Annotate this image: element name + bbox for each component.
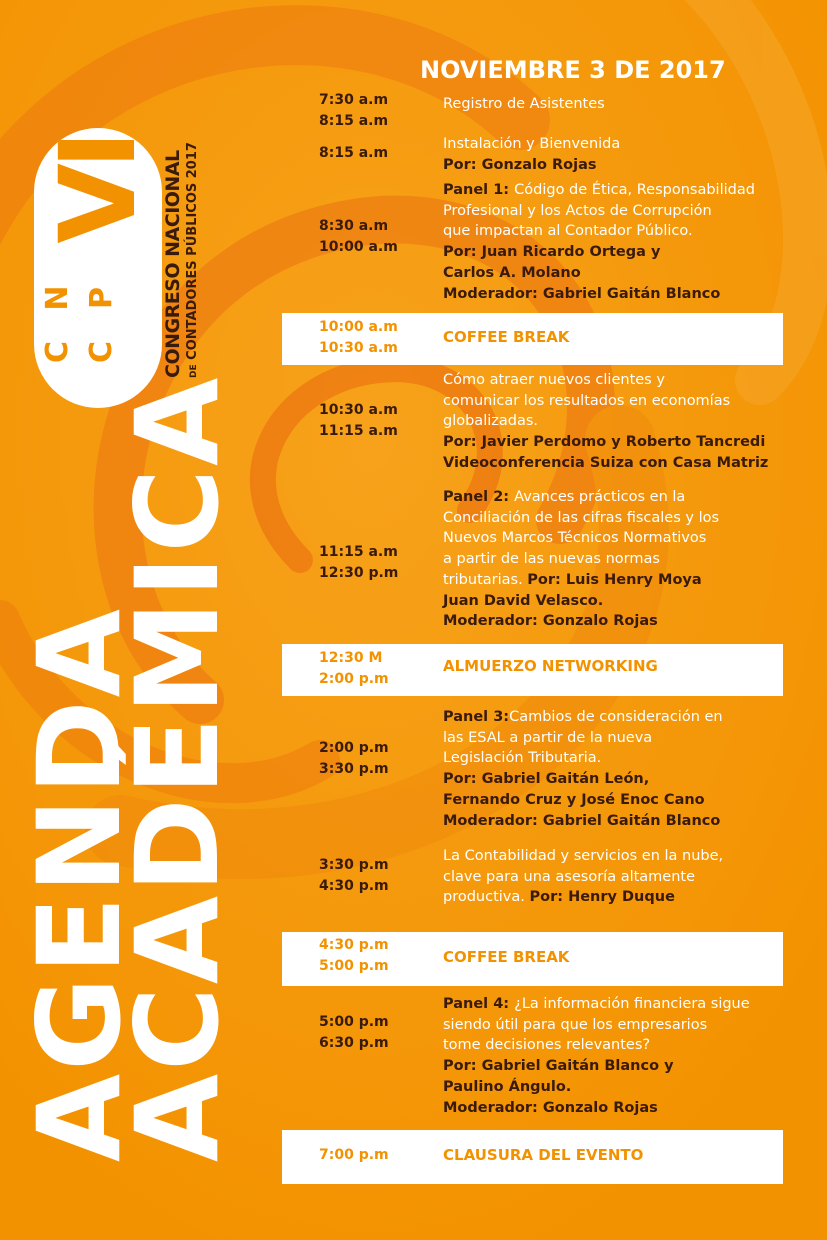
session-time: [319, 738, 439, 780]
session-time: [319, 90, 439, 132]
speaker-text: Por: Juan Ricardo Ortega y: [443, 244, 661, 261]
speaker-text: Moderador: Gonzalo Rojas: [443, 1099, 658, 1116]
topic-text: productiva.: [443, 889, 530, 906]
event-date: NOVIEMBRE 3 DE 2017: [420, 56, 726, 84]
start-time: 10:00 a.m: [319, 319, 398, 335]
description-line: [443, 728, 783, 749]
topic-text: Nuevos Marcos Técnicos Normativos: [443, 530, 707, 547]
speaker-text: Por: Gabriel Gaitán León,: [443, 771, 650, 788]
agenda-session-row: [282, 134, 783, 178]
session-time: [319, 648, 439, 690]
description-line: [443, 391, 783, 412]
start-time: 12:30 M: [319, 650, 383, 666]
agenda-break-row: [282, 932, 783, 986]
description-line: [443, 994, 783, 1015]
agenda-session-row: [282, 180, 783, 308]
description-line: [443, 887, 783, 908]
end-time: 11:15 a.m: [319, 423, 398, 439]
session-description: [443, 370, 783, 474]
end-time: 6:30 p.m: [319, 1035, 389, 1051]
topic-text: siendo útil para que los empresarios: [443, 1016, 708, 1033]
topic-text: que impactan al Contador Público.: [443, 223, 693, 240]
description-line: [443, 1035, 783, 1056]
description-line: [443, 528, 783, 549]
session-description: [443, 994, 783, 1118]
topic-text: clave para una asesoría altamente: [443, 868, 696, 885]
speaker-text: Panel 4:: [443, 996, 515, 1012]
description-line: [443, 867, 783, 888]
description-line: [443, 263, 783, 284]
session-time: [319, 216, 439, 258]
start-time: 5:00 p.m: [319, 1014, 389, 1030]
start-time: 2:00 p.m: [319, 740, 389, 756]
topic-text: comunicar los resultados en economías: [443, 392, 731, 409]
description-line: [443, 327, 783, 348]
session-time: [319, 400, 439, 442]
topic-text: tome decisiones relevantes?: [443, 1037, 651, 1054]
description-line: [443, 790, 783, 811]
title-academica: ACADÉMICA: [111, 374, 244, 1162]
description-line: [443, 134, 783, 155]
topic-text: las ESAL a partir de la nueva: [443, 729, 653, 746]
title-agenda: AGENDA: [13, 606, 146, 1162]
description-line: [443, 487, 783, 508]
description-line: [443, 1056, 783, 1077]
agenda-break-row: [282, 313, 783, 365]
description-line: [443, 1145, 783, 1166]
session-description: [443, 656, 783, 677]
session-time: [319, 143, 439, 164]
topic-text: a partir de las nuevas normas: [443, 551, 660, 568]
agenda-session-row: [282, 846, 783, 912]
speaker-text: Por: Henry Duque: [529, 889, 675, 906]
topic-text: tributarias.: [443, 571, 528, 588]
agenda-session-row: [282, 370, 783, 480]
session-description: [443, 1145, 783, 1166]
description-line: [443, 180, 783, 201]
description-line: [443, 284, 783, 305]
topic-text: CLAUSURA DEL EVENTO: [443, 1146, 644, 1164]
description-line: [443, 155, 783, 176]
description-line: [443, 370, 783, 391]
speaker-text: Videoconferencia Suiza con Casa Matriz: [443, 454, 769, 471]
speaker-text: Por: Gabriel Gaitán Blanco y: [443, 1058, 674, 1075]
speaker-text: Panel 2:: [443, 489, 515, 505]
end-time: 4:30 p.m: [319, 878, 389, 894]
start-time: 4:30 p.m: [319, 937, 389, 953]
description-line: [443, 769, 783, 790]
topic-text: Avances prácticos en la: [514, 489, 686, 505]
topic-text: Conciliación de las cifras fiscales y los: [443, 509, 720, 526]
topic-text: COFFEE BREAK: [443, 328, 570, 346]
description-line: [443, 201, 783, 222]
description-line: [443, 748, 783, 769]
speaker-text: Panel 3:: [443, 709, 510, 725]
description-line: [443, 242, 783, 263]
speaker-text: Moderador: Gabriel Gaitán Blanco: [443, 285, 721, 302]
session-time: [319, 1012, 439, 1054]
start-time: 8:30 a.m: [319, 218, 389, 234]
start-time: 7:30 a.m: [319, 92, 389, 108]
description-line: [443, 707, 783, 728]
end-time: 10:30 a.m: [319, 340, 398, 356]
end-time: 10:00 a.m: [319, 239, 398, 255]
end-time: 8:15 a.m: [319, 113, 389, 129]
session-time: [319, 317, 439, 359]
topic-text: COFFEE BREAK: [443, 948, 570, 966]
speaker-text: Paulino Ángulo.: [443, 1078, 572, 1095]
topic-text: La Contabilidad y servicios en la nube,: [443, 848, 724, 864]
topic-text: Profesional y los Actos de Corrupción: [443, 202, 712, 219]
session-description: [443, 487, 783, 632]
logo-letter-p: P: [84, 287, 119, 309]
session-description: [443, 180, 783, 304]
description-line: [443, 1015, 783, 1036]
agenda-session-row: [282, 707, 783, 835]
contadores-label: DE CONTADORES PÚBLICOS 2017: [185, 142, 200, 378]
start-time: 10:30 a.m: [319, 402, 398, 418]
speaker-text: Moderador: Gabriel Gaitán Blanco: [443, 812, 721, 829]
speaker-text: Carlos A. Molano: [443, 264, 581, 281]
topic-text: Legislación Tributaria.: [443, 750, 602, 767]
session-description: [443, 947, 783, 968]
description-line: [443, 1098, 783, 1119]
logo-letter-c1: C: [40, 340, 75, 364]
topic-text: Cómo atraer nuevos clientes y: [443, 372, 665, 388]
logo-letter-c2: C: [84, 340, 119, 364]
session-time: [319, 935, 439, 977]
start-time: 7:00 p.m: [319, 1147, 389, 1163]
description-line: [443, 221, 783, 242]
topic-text: Código de Ética, Responsabilidad: [514, 182, 755, 198]
speaker-text: Moderador: Gonzalo Rojas: [443, 613, 658, 630]
session-description: [443, 94, 783, 115]
speaker-text: Panel 1:: [443, 182, 515, 198]
description-line: [443, 947, 783, 968]
description-line: [443, 611, 783, 632]
topic-text: Instalación y Bienvenida: [443, 136, 621, 152]
topic-text: globalizadas.: [443, 413, 539, 430]
topic-text: Registro de Asistentes: [443, 96, 605, 112]
end-time: 12:30 p.m: [319, 565, 399, 581]
session-time: [319, 1145, 439, 1166]
speaker-text: Fernando Cruz y José Enoc Cano: [443, 791, 705, 808]
speaker-text: Por: Javier Perdomo y Roberto Tancredi: [443, 434, 766, 451]
description-line: [443, 1077, 783, 1098]
description-line: [443, 549, 783, 570]
end-time: 3:30 p.m: [319, 761, 389, 777]
speaker-text: Por: Luis Henry Moya: [527, 571, 702, 588]
agenda-session-row: [282, 86, 783, 128]
description-line: [443, 570, 783, 591]
session-time: [319, 855, 439, 897]
topic-text: ALMUERZO NETWORKING: [443, 657, 658, 675]
agenda-break-row: [282, 644, 783, 696]
congreso-nacional-label: CONGRESO NACIONAL: [162, 150, 184, 378]
agenda-session-row: [282, 487, 783, 635]
speaker-text: Por: Gonzalo Rojas: [443, 156, 597, 173]
session-description: [443, 327, 783, 348]
topic-text: ¿La información financiera sigue: [514, 996, 750, 1012]
end-time: 5:00 p.m: [319, 958, 389, 974]
session-time: [319, 542, 439, 584]
logo-numeral: VI: [37, 136, 159, 244]
description-line: [443, 411, 783, 432]
description-line: [443, 846, 783, 867]
description-line: [443, 508, 783, 529]
description-line: [443, 656, 783, 677]
session-description: [443, 134, 783, 175]
start-time: 11:15 a.m: [319, 544, 398, 560]
description-line: [443, 811, 783, 832]
session-description: [443, 707, 783, 831]
start-time: 8:15 a.m: [319, 145, 389, 161]
logo-letter-n: N: [40, 285, 75, 311]
agenda-session-row: [282, 994, 783, 1120]
description-line: [443, 591, 783, 612]
description-line: [443, 432, 783, 453]
speaker-text: Juan David Velasco.: [443, 592, 604, 609]
description-line: [443, 94, 783, 115]
session-description: [443, 846, 783, 908]
agenda-break-row: [282, 1130, 783, 1184]
start-time: 3:30 p.m: [319, 857, 389, 873]
end-time: 2:00 p.m: [319, 671, 389, 687]
topic-text: Cambios de consideración en: [509, 709, 723, 725]
description-line: [443, 453, 783, 474]
